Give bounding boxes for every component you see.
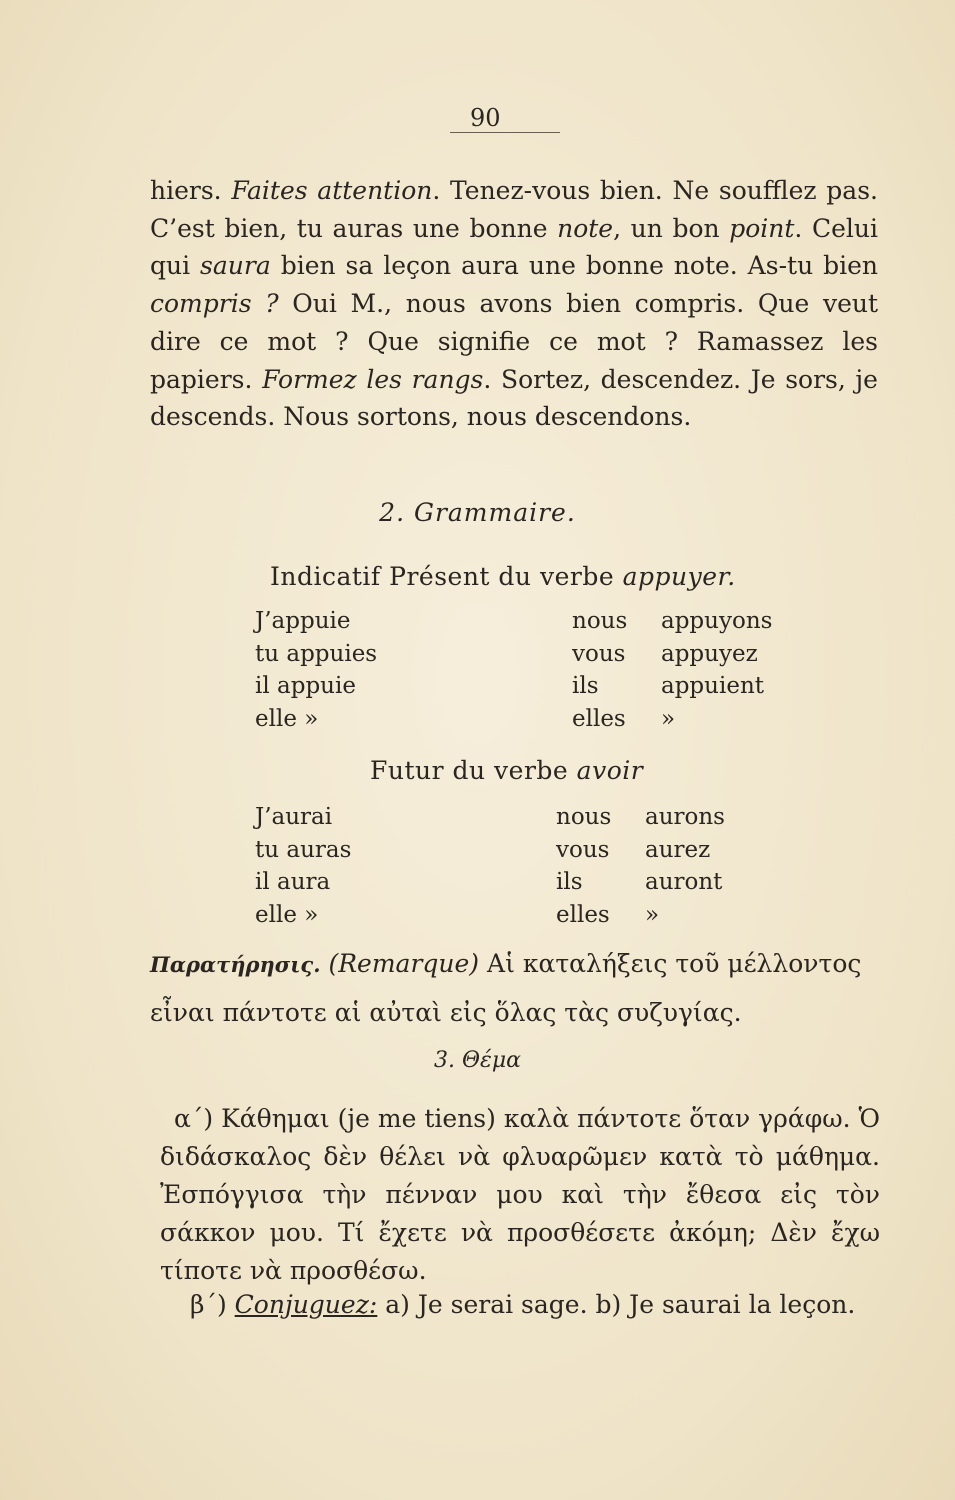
present-pl-verb: appuyez — [661, 640, 758, 667]
present-pl-pron: elles — [572, 705, 626, 732]
present-sing: tu appuies — [255, 640, 378, 667]
section-heading-thema: 3. Θέμα — [434, 1048, 521, 1073]
section-heading-grammaire: 2. Grammaire. — [379, 498, 576, 527]
intro-text-run: hiers. — [150, 176, 232, 205]
present-sing: elle » — [255, 705, 319, 732]
intro-paragraph — [150, 172, 878, 436]
futur-pl-pron: vous — [556, 836, 610, 863]
present-pl-pron: nous — [572, 608, 628, 634]
intro-text-run: . Celui qui — [150, 213, 878, 281]
remark-label-greek: Παρατήρησις. — [150, 952, 321, 977]
futur-pl-verb: aurez — [645, 836, 711, 863]
intro-italic-run: compris ? — [150, 289, 279, 319]
present-pl-pron: ils — [572, 673, 599, 699]
present-pl-verb: appuyons — [661, 608, 773, 634]
present-title-verb: appuyer. — [622, 562, 736, 591]
page-number-rule — [450, 132, 560, 133]
intro-italic-run: note — [557, 213, 614, 243]
intro-italic-run: saura — [200, 251, 271, 281]
exercise-b-marker: β΄) — [190, 1290, 227, 1319]
intro-text-run: . Sortez, descendez. Je sors, je descends. Nous sortons, nous descendons. — [150, 364, 878, 432]
intro-italic-run: Formez les rangs — [262, 364, 484, 394]
page-number — [470, 104, 560, 132]
futur-table-title — [370, 756, 643, 785]
present-sing: J’appuie — [255, 608, 351, 634]
intro-italic-run: point — [729, 213, 795, 243]
remark-text: Αἱ καταλήξεις τοῦ μέλλοντος εἶναι πάντοτε αἱ αὐταὶ εἰς ὅλας τὰς συζυγίας. — [150, 949, 862, 1027]
futur-pl-verb: » — [645, 901, 660, 928]
futur-pl-verb: auront — [645, 869, 723, 895]
futur-pl-pron: ils — [556, 869, 583, 895]
futur-sing: J’aurai — [255, 804, 333, 830]
present-sing: il appuie — [255, 673, 356, 699]
page-number-text: 90 — [470, 104, 501, 132]
present-table-title — [270, 562, 736, 591]
remark-paragraph — [150, 940, 878, 1037]
futur-pl-pron: elles — [556, 901, 610, 928]
futur-title-prefix: Futur du verbe — [370, 756, 577, 785]
present-pl-verb: » — [661, 705, 676, 732]
exercise-a-text: Κάθημαι (je me tiens) καλὰ πάντοτε ὅταν γράφω. Ὁ διδάσκαλος δὲν θέλει νὰ φλυαρῶμεν κατὰ τὸ μάθημα. Ἐσπόγγισα τὴν πένναν μου καὶ τὴν ἔθεσα εἰς τὸν σάκκον μου. Τί ἔχετε νὰ προσθέσετε ἀκόμη; Δὲν ἔχω τίποτε νὰ προσθέσω. — [160, 1104, 880, 1285]
futur-pl-pron: nous — [556, 804, 612, 830]
exercise-b-text: a) Je serai sage. b) Je saurai la leçon. — [377, 1290, 856, 1319]
futur-sing: elle » — [255, 901, 319, 928]
intro-text-run: bien sa leçon aura une bonne note. As-tu bien — [270, 251, 878, 281]
remark-label-french: (Remarque) — [320, 949, 480, 978]
exercise-a — [160, 1100, 880, 1290]
present-pl-verb: appuient — [661, 673, 764, 699]
exercise-b-label: Conjuguez: — [234, 1290, 378, 1319]
intro-italic-run: Faites attention — [231, 176, 433, 205]
present-title-prefix: Indicatif Présent du verbe — [270, 562, 623, 591]
futur-sing: il aura — [255, 869, 331, 895]
intro-text-run: . Tenez-vous bien. Ne soufflez pas. C’est bien, tu auras une bonne — [150, 176, 878, 243]
exercise-b — [190, 1290, 855, 1319]
futur-sing: tu auras — [255, 836, 352, 863]
present-pl-pron: vous — [572, 640, 626, 667]
intro-text-run: , un bon — [613, 213, 730, 243]
futur-pl-verb: aurons — [645, 804, 725, 830]
exercise-a-marker: α΄) — [174, 1104, 214, 1133]
intro-text-run: Oui M., nous avons bien compris. Que veut dire ce mot ? Que signifie ce mot ? Ramassez les papiers. — [150, 289, 879, 394]
futur-title-verb: avoir — [576, 756, 644, 785]
